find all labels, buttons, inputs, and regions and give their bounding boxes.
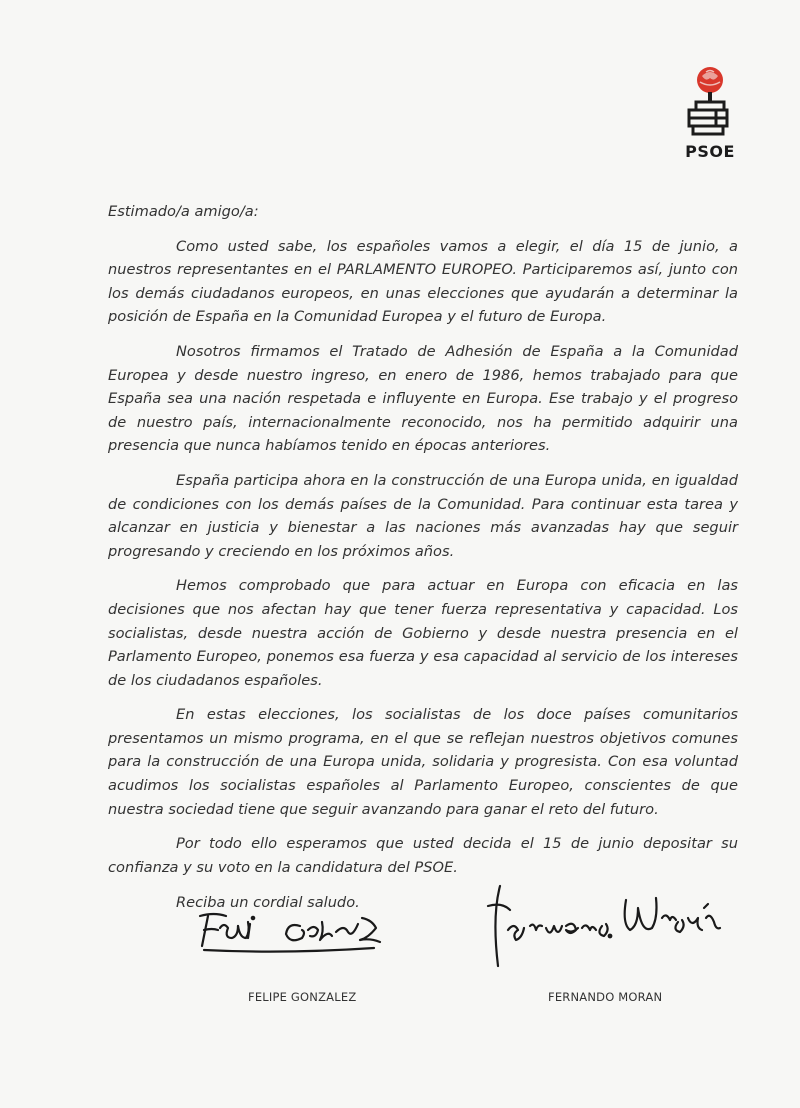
paragraph: En estas elecciones, los socialistas de los doce países comunitarios presentamos un mismo programa, en el que se reflejan nuestros objetivos comunes para la construcción de una Europa unida, solidaria y progresista. Con esa voluntad acudimos los socialistas españoles al Parlamento Europeo, conscientes de que nuestra sociedad tiene que seguir avanzando para ganar el reto del futuro. (108, 706, 738, 818)
salutation: Estimado/a amigo/a: (108, 203, 259, 220)
fist-icon (689, 102, 727, 134)
signatory-name-left: FELIPE GONZALEZ (248, 990, 357, 1004)
signatory-name-right: FERNANDO MORAN (548, 990, 663, 1004)
paragraph: Por todo ello esperamos que usted decida el 15 de junio depositar su confianza y su voto en la candidatura del PSOE. (108, 835, 738, 876)
letter-body (108, 200, 738, 915)
handwritten-signature-icon (190, 904, 420, 962)
paragraph: Como usted sabe, los españoles vamos a elegir, el día 15 de junio, a nuestros representantes en el PARLAMENTO EUROPEO. Participaremos así, junto con los demás ciudadanos europeos, en unas elecciones que ayudarán a determinar la posición de España en la Comunidad Europea y el futuro de Europa. (108, 237, 738, 326)
signature-fernando-moran (478, 878, 734, 974)
closing: Reciba un cordial saludo. (176, 894, 360, 912)
psoe-logo (676, 64, 744, 164)
rose-icon (697, 67, 723, 93)
party-name: PSOE (685, 142, 735, 161)
paragraph: España participa ahora en la construcción de una Europa unida, en igualdad de condiciones con los demás países de la Comunidad. Para continuar esta tarea y alcanzar en justicia y bienestar a las naciones más avanzadas hay que seguir progresando y creciendo en los próximos años. (108, 471, 738, 560)
paragraph: Hemos comprobado que para actuar en Europa con eficacia en las decisiones que nos afectan hay que tener fuerza representativa y capacidad. Los socialistas, desde nuestra acción de Gobierno y desde nuestra presencia en el Parlamento Europeo, ponemos esa fuerza y esa capacidad al servicio de los intereses de los ciudadanos españoles. (108, 577, 738, 689)
paragraph: Nosotros firmamos el Tratado de Adhesión de España a la Comunidad Europea y desde nuestro ingreso, en enero de 1986, hemos trabajado para que España sea una nación respetada e influyente en Europa. Ese trabajo y el progreso de nuestro país, internacionalmente reconocido, nos ha permitido adquirir una presencia que nunca habíamos tenido en épocas anteriores. (108, 342, 738, 455)
signature-felipe-gonzalez (190, 904, 420, 962)
rose-fist-icon (676, 64, 744, 144)
handwritten-signature-icon (478, 878, 734, 974)
